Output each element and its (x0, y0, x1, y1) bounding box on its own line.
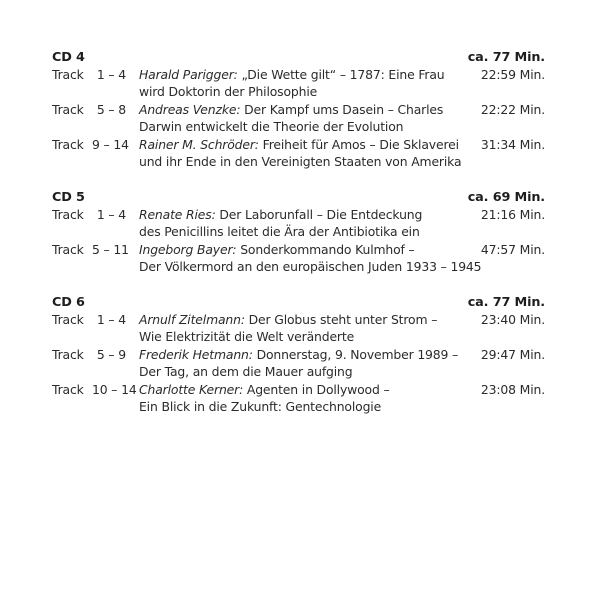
track-range: 5 – 9 (96, 347, 126, 362)
track-title-part-2: des Penicillins leitet die Ära der Antibiotika ein (139, 224, 420, 239)
cd-header (52, 294, 545, 311)
track-line-1 (139, 101, 463, 118)
track-title-part-2: Ein Blick in die Zukunft: Gentechnologie (139, 399, 382, 414)
track-title-part-1: „Die Wette gilt“ – 1787: Eine Frau (237, 67, 445, 82)
track-entry (52, 136, 545, 170)
track-author: Renate Ries: (139, 207, 216, 222)
track-author: Rainer M. Schröder: (139, 137, 259, 152)
track-line-1 (139, 66, 463, 83)
track-duration: 22:22 Min. (480, 102, 545, 117)
cd-total-duration: ca. 77 Min. (467, 295, 545, 310)
track-title-part-2: Darwin entwickelt die Theorie der Evolution (139, 119, 404, 134)
track-title-part-2: Der Völkermord an den europäischen Juden 1933 – 1945 (139, 259, 482, 274)
track-label: Track (52, 67, 84, 82)
track-line-1 (139, 346, 463, 363)
track-line-1 (139, 241, 463, 258)
track-duration: 23:40 Min. (480, 312, 545, 327)
track-title-part-1: Sonderkommando Kulmhof – (236, 242, 415, 257)
track-author: Arnulf Zitelmann: (139, 312, 245, 327)
track-author: Harald Parigger: (139, 67, 238, 82)
track-title-part-2: Der Tag, an dem die Mauer aufging (139, 364, 353, 379)
track-label: Track (52, 207, 84, 222)
track-author: Charlotte Kerner: (139, 382, 244, 397)
tracklist-page (52, 49, 545, 434)
track-label: Track (52, 312, 84, 327)
cd-section-6 (52, 294, 545, 415)
track-author: Andreas Venzke: (139, 102, 241, 117)
track-duration: 22:59 Min. (480, 67, 545, 82)
cd-title: CD 4 (52, 50, 85, 65)
track-label: Track (52, 242, 84, 257)
track-entry (52, 101, 545, 135)
track-line-1 (139, 136, 463, 153)
cd-total-duration: ca. 69 Min. (467, 190, 545, 205)
track-title-part-2: wird Doktorin der Philosophie (139, 84, 318, 99)
cd-title: CD 5 (52, 190, 85, 205)
track-duration: 29:47 Min. (480, 347, 545, 362)
track-range: 1 – 4 (96, 67, 126, 82)
track-line-1 (139, 381, 463, 398)
track-range: 9 – 14 (92, 137, 129, 152)
track-title-part-1: Freiheit für Amos – Die Sklaverei (258, 137, 459, 152)
cd-title: CD 6 (52, 295, 85, 310)
cd-header (52, 189, 545, 206)
track-range: 1 – 4 (96, 312, 126, 327)
track-entry (52, 206, 545, 240)
track-title-part-1: Der Kampf ums Dasein – Charles (240, 102, 444, 117)
track-label: Track (52, 102, 84, 117)
track-duration: 47:57 Min. (480, 242, 545, 257)
track-entry (52, 346, 545, 380)
track-entry (52, 381, 545, 415)
track-range: 1 – 4 (96, 207, 126, 222)
cd-section-5 (52, 189, 545, 275)
track-line-1 (139, 206, 463, 223)
track-title-part-2: und ihr Ende in den Vereinigten Staaten von Amerika (139, 154, 462, 169)
track-title-part-1: Der Globus steht unter Strom – (244, 312, 438, 327)
track-line-1 (139, 311, 463, 328)
track-duration: 23:08 Min. (480, 382, 545, 397)
track-entry (52, 66, 545, 100)
track-label: Track (52, 347, 84, 362)
track-label: Track (52, 137, 84, 152)
cd-section-4 (52, 49, 545, 170)
track-range: 5 – 11 (92, 242, 129, 257)
track-range: 5 – 8 (96, 102, 126, 117)
track-entry (52, 241, 545, 275)
track-range: 10 – 14 (92, 382, 137, 397)
track-label: Track (52, 382, 84, 397)
track-title-part-1: Donnerstag, 9. November 1989 – (252, 347, 459, 362)
track-entry (52, 311, 545, 345)
track-title-part-1: Agenten in Dollywood – (243, 382, 390, 397)
track-author: Ingeborg Bayer: (139, 242, 237, 257)
track-title-part-2: Wie Elektrizität die Welt veränderte (139, 329, 355, 344)
track-title-part-1: Der Laborunfall – Die Entdeckung (215, 207, 423, 222)
cd-total-duration: ca. 77 Min. (467, 50, 545, 65)
track-author: Frederik Hetmann: (139, 347, 253, 362)
cd-header (52, 49, 545, 66)
track-duration: 21:16 Min. (480, 207, 545, 222)
track-duration: 31:34 Min. (480, 137, 545, 152)
